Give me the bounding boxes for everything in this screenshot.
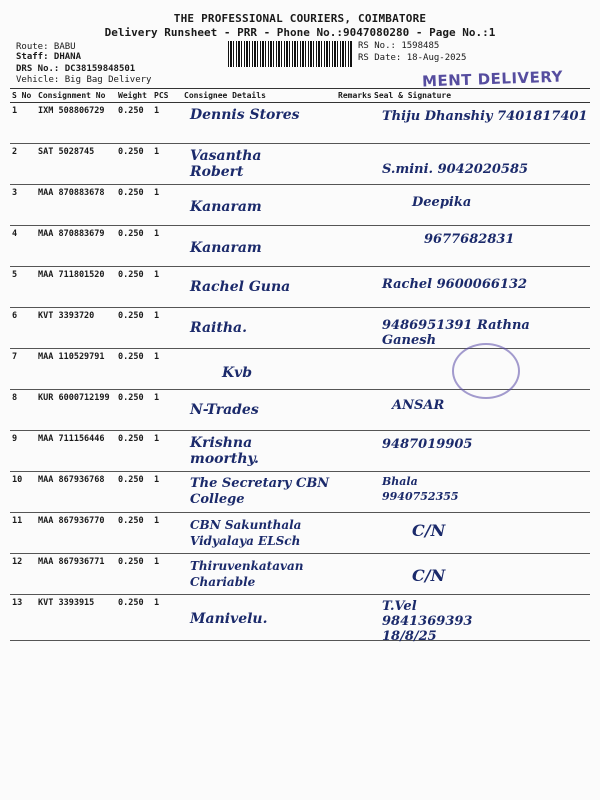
cell-sno: 3 [10,185,36,226]
column-header-signature: Seal & Signature [372,89,590,103]
consignee-handwriting: Krishna moorthy. [190,435,259,467]
cell-weight: 0.250 [116,185,152,226]
runsheet-subtitle: Delivery Runsheet - PRR - Phone No.:9047080280 - Page No.:1 [104,26,496,39]
table-row [10,103,590,144]
cell-consignee [182,185,336,226]
consignee-handwriting: Raitha. [190,320,247,336]
document-title: THE PROFESSIONAL COURIERS, COIMBATORE [173,12,427,25]
rs-number: RS No.: 1598485 [358,41,440,51]
delivery-stamp: MENT DELIVERY [421,67,564,91]
cell-sno: 5 [10,267,36,308]
table-row [10,308,590,349]
cell-pcs: 1 [152,185,182,226]
cell-weight: 0.250 [116,144,152,185]
cell-weight: 0.250 [116,103,152,144]
cell-remarks [336,267,372,308]
cell-signature [372,513,590,554]
cell-consignee [182,103,336,144]
cell-consignee [182,349,336,390]
cell-remarks [336,472,372,513]
cell-remarks [336,431,372,472]
consignee-handwriting: Dennis Stores [190,107,300,123]
signature-handwriting: 9486951391 Rathna Ganesh [382,318,530,348]
runsheet-table [10,88,590,644]
signature-handwriting: 9487019905 [382,437,473,452]
cell-consignment: IXM 508806729 [36,103,116,144]
table-row [10,185,590,226]
cell-consignment: MAA 870883679 [36,226,116,267]
cell-signature [372,390,590,431]
table-row [10,349,590,390]
signature-handwriting: Deepika [412,195,472,210]
column-header-sno: S No [10,89,36,103]
cell-weight: 0.250 [116,390,152,431]
signature-handwriting: 9677682831 [424,232,515,247]
cell-pcs: 1 [152,103,182,144]
cell-consignment: MAA 110529791 [36,349,116,390]
barcode-icon [228,41,352,67]
route: Route: BABU [16,42,76,52]
cell-sno: 10 [10,472,36,513]
table-row [10,472,590,513]
cell-consignment: KVT 3393915 [36,595,116,641]
cell-pcs: 1 [152,308,182,349]
signature-handwriting: ANSAR [392,398,445,413]
cell-consignee [182,226,336,267]
cell-sno: 11 [10,513,36,554]
cell-remarks [336,595,372,641]
consignee-handwriting: Rachel Guna [190,279,291,295]
cell-sno: 8 [10,390,36,431]
column-header-consignment: Consignment No [36,89,116,103]
table-header-row [10,89,590,103]
table-row [10,226,590,267]
cell-consignment: MAA 867936771 [36,554,116,595]
cell-consignee [182,144,336,185]
table-row [10,390,590,431]
signature-handwriting: C/N [412,521,446,540]
consignee-handwriting: Kvb [222,365,253,381]
cell-consignee [182,390,336,431]
cell-consignee [182,472,336,513]
cell-signature [372,226,590,267]
cell-weight: 0.250 [116,431,152,472]
cell-pcs: 1 [152,431,182,472]
signature-handwriting: Rachel 9600066132 [382,277,528,292]
consignee-handwriting: Vasantha Robert [190,148,262,180]
cell-weight: 0.250 [116,554,152,595]
cell-sno: 2 [10,144,36,185]
cell-remarks [336,144,372,185]
signature-handwriting: C/N [412,566,446,585]
cell-consignee [182,513,336,554]
column-header-pcs: PCS [152,89,182,103]
cell-consignee [182,267,336,308]
cell-signature [372,185,590,226]
cell-remarks [336,349,372,390]
cell-signature [372,472,590,513]
cell-remarks [336,554,372,595]
table-row [10,267,590,308]
cell-signature [372,431,590,472]
consignee-handwriting: Manivelu. [190,611,268,627]
cell-signature [372,144,590,185]
cell-sno: 9 [10,431,36,472]
cell-pcs: 1 [152,554,182,595]
cell-weight: 0.250 [116,349,152,390]
cell-signature [372,267,590,308]
cell-consignee [182,595,336,641]
cell-consignment: MAA 711156446 [36,431,116,472]
cell-weight: 0.250 [116,308,152,349]
consignee-handwriting: Kanaram [190,240,262,256]
cell-weight: 0.250 [116,226,152,267]
cell-consignment: MAA 867936768 [36,472,116,513]
cell-weight: 0.250 [116,267,152,308]
cell-signature [372,595,590,644]
cell-weight: 0.250 [116,513,152,554]
cell-pcs: 1 [152,472,182,513]
cell-consignee [182,554,336,595]
table-row [10,554,590,595]
consignee-handwriting: CBN Sakunthala Vidyalaya ELSch [190,518,302,548]
cell-pcs: 1 [152,513,182,554]
signature-handwriting: Bhala 9940752355 [382,475,459,503]
cell-consignment: MAA 711801520 [36,267,116,308]
cell-pcs: 1 [152,267,182,308]
cell-weight: 0.250 [116,472,152,513]
table-row [10,431,590,472]
cell-consignment: SAT 5028745 [36,144,116,185]
consignee-handwriting: The Secretary CBN College [190,476,330,507]
cell-signature [372,349,590,390]
consignee-handwriting: Kanaram [190,199,262,215]
drs-number: DRS No.: DC38159848501 [16,64,136,74]
cell-consignment: KVT 3393720 [36,308,116,349]
cell-pcs: 1 [152,595,182,641]
cell-pcs: 1 [152,390,182,431]
cell-sno: 6 [10,308,36,349]
vehicle: Vehicle: Big Bag Delivery [16,75,152,85]
column-header-consignee: Consignee Details [182,89,336,103]
signature-handwriting: S.mini. 9042020585 [382,162,529,177]
cell-sno: 13 [10,595,36,641]
table-row [10,595,590,641]
cell-remarks [336,513,372,554]
signature-handwriting: Thiju Dhanshiy 7401817401 [382,109,588,124]
cell-signature [372,103,590,144]
cell-pcs: 1 [152,349,182,390]
cell-remarks [336,308,372,349]
cell-consignment: MAA 867936770 [36,513,116,554]
cell-sno: 12 [10,554,36,595]
table-row [10,513,590,554]
cell-sno: 1 [10,103,36,144]
rs-date: RS Date: 18-Aug-2025 [358,53,467,63]
cell-consignee [182,308,336,349]
consignee-handwriting: N-Trades [190,402,259,418]
cell-pcs: 1 [152,144,182,185]
cell-remarks [336,390,372,431]
column-header-weight: Weight [116,89,152,103]
table-row [10,144,590,185]
signature-handwriting: T.Vel 9841369393 18/8/25 [382,599,473,644]
cell-weight: 0.250 [116,595,152,641]
cell-sno: 4 [10,226,36,267]
cell-remarks [336,103,372,144]
cell-consignment: MAA 870883678 [36,185,116,226]
cell-sno: 7 [10,349,36,390]
cell-consignee [182,431,336,472]
column-header-remarks: Remarks [336,89,372,103]
cell-consignment: KUR 6000712199 [36,390,116,431]
cell-remarks [336,226,372,267]
consignee-handwriting: Thiruvenkatavan Chariable [190,559,304,589]
cell-remarks [336,185,372,226]
staff: Staff: DHANA [16,52,82,62]
cell-signature [372,554,590,595]
cell-pcs: 1 [152,226,182,267]
